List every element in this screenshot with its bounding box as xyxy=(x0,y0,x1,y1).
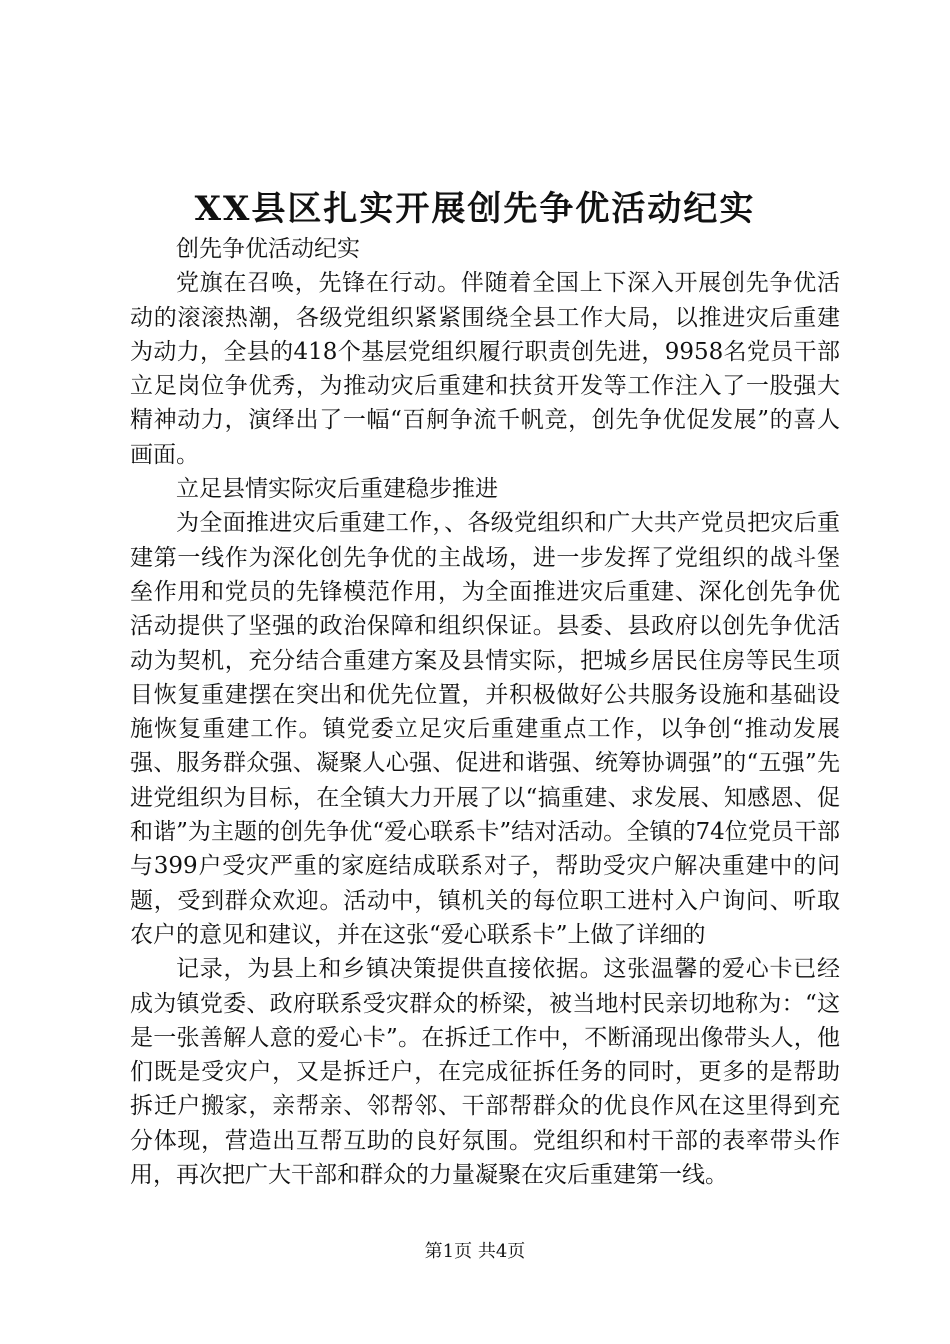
body-paragraph: 为全面推进灾后重建工作，、各级党组织和广大共产党员把灾后重建第一线作为深化创先争优的主战场，进一步发挥了党组织的战斗堡垒作用和党员的先锋模范作用，为全面推进灾后重建、深化创先争优活动提供了坚强的政治保障和组织保证。县委、县政府以创先争优活动为契机，充分结合重建方案及县情实际，把城乡居民住房等民生项目恢复重建摆在突出和优先位置，并积极做好公共服务设施和基础设施恢复重建工作。镇党委立足灾后重建重点工作，以争创“推动发展强、服务群众强、凝聚人心强、促进和谐强、统筹协调强”的“五强”先进党组织为目标，在全镇大力开展了以“搞重建、求发展、知感恩、促和谐”为主题的创先争优“爱心联系卡”结对活动。全镇的74位党员干部与399户受灾严重的家庭结成联系对子，帮助受灾户解决重建中的问题，受到群众欢迎。活动中，镇机关的每位职工进村入户询问、听取农户的意见和建议，并在这张“爱心联系卡”上做了详细的 xyxy=(130,510,840,948)
body-paragraph: 党旗在召唤，先锋在行动。伴随着全国上下深入开展创先争优活动的滚滚热潮，各级党组织紧紧围绕全县工作大局，以推进灾后重建为动力，全县的418个基层党组织履行职责创先进，9958名党员干部立足岗位争优秀，为推动灾后重建和扶贫开发等工作注入了一股强大精神动力，演绎出了一幅“百舸争流千帆竞，创先争优促发展”的喜人画面。 xyxy=(130,270,840,468)
document-title: XX县区扎实开展创先争优活动纪实 xyxy=(194,189,756,229)
subtitle-paragraph: 创先争优活动纪实 xyxy=(176,236,360,262)
section-heading: 立足县情实际灾后重建稳步推进 xyxy=(176,476,498,503)
body-paragraph: 记录，为县上和乡镇决策提供直接依据。这张温馨的爱心卡已经成为镇党委、政府联系受灾群众的桥梁，被当地村民亲切地称为：“这是一张善解人意的爱心卡”。在拆迁工作中，不断涌现出像带头人，他们既是受灾户，又是拆迁户，在完成征拆任务的同时，更多的是帮助拆迁户搬家，亲帮亲、邻帮邻、干部帮群众的优良作风在这里得到充分体现，营造出互帮互助的良好氛围。党组织和村干部的表率带头作用，再次把广大干部和群众的力量凝聚在灾后重建第一线。 xyxy=(130,956,840,1189)
page-footer: 第1页 共4页 xyxy=(424,1241,526,1262)
document-body xyxy=(130,232,840,1192)
